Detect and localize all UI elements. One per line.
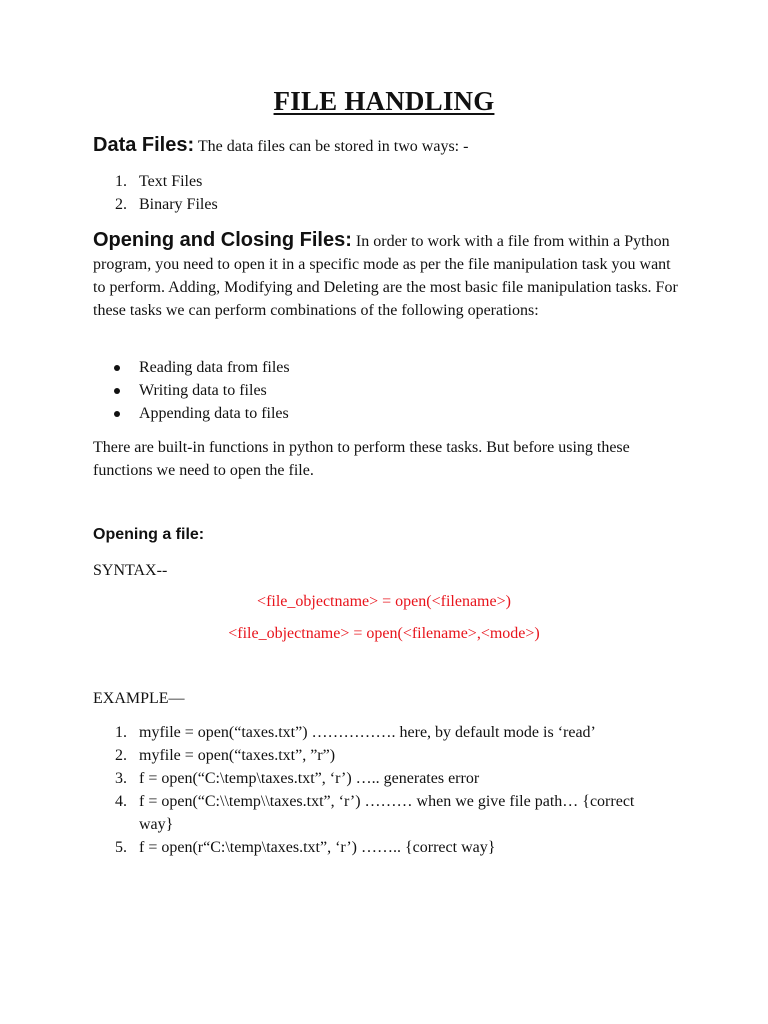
data-files-list xyxy=(93,170,693,216)
example-code-text: f = open(“C:\temp\taxes.txt”, ‘r’) ….. generates error xyxy=(139,770,480,787)
list-marker: 2. xyxy=(115,747,127,764)
list-marker: 1. xyxy=(115,173,127,190)
list-item xyxy=(93,836,693,859)
list-marker: 1. xyxy=(115,724,127,741)
opening-closing-heading: Opening and Closing Files: xyxy=(93,229,352,251)
syntax-line: <file_objectname> = open(<filename>,<mode>) xyxy=(228,625,540,642)
opening-closing-text: In order to work with a file from within a Python program, you need to open it in a specific mode as per the file manipulation task you want to perform. Adding, Modifying and Deleting are the most basic file manipulation tasks. For these tasks we can perform combinations of the following operations: xyxy=(93,233,678,319)
syntax-line: <file_objectname> = open(<filename>) xyxy=(257,593,511,610)
bullet-icon xyxy=(114,411,120,417)
list-item-text: Reading data from files xyxy=(139,359,290,376)
example-code-text: myfile = open(“taxes.txt”) ……………. here, by default mode is ‘read’ xyxy=(139,724,596,741)
data-files-paragraph xyxy=(93,134,683,158)
list-marker: 4. xyxy=(115,793,127,810)
bullet-icon xyxy=(114,365,120,371)
list-marker: 5. xyxy=(115,839,127,856)
example-code-text: myfile = open(“taxes.txt”, ”r”) xyxy=(139,747,336,764)
list-item xyxy=(93,356,693,379)
data-files-text: The data files can be stored in two ways: - xyxy=(197,138,469,155)
list-marker: 2. xyxy=(115,196,127,213)
list-marker: 3. xyxy=(115,770,127,787)
list-item xyxy=(93,402,693,425)
list-item xyxy=(93,170,693,193)
example-code-text: f = open(“C:\\temp\\taxes.txt”, ‘r’) ……… when we give file path… {correct way} xyxy=(139,793,635,833)
list-item xyxy=(93,790,659,836)
syntax-label: SYNTAX-- xyxy=(93,562,168,579)
list-item xyxy=(93,379,693,402)
list-item xyxy=(93,767,693,790)
page-title: FILE HANDLING xyxy=(273,86,495,116)
opening-closing-paragraph xyxy=(93,229,683,322)
list-item-text: Binary Files xyxy=(139,196,218,213)
list-item-text: Appending data to files xyxy=(139,405,289,422)
list-item xyxy=(93,193,693,216)
example-code-text: f = open(r“C:\temp\taxes.txt”, ‘r’) …….. {correct way} xyxy=(139,839,496,856)
opening-file-heading: Opening a file: xyxy=(93,526,205,543)
operations-bullet-list xyxy=(93,356,693,425)
data-files-heading: Data Files: xyxy=(93,134,195,156)
builtin-functions-paragraph: There are built-in functions in python to perform these tasks. But before using these functions we need to open the file. xyxy=(93,439,630,479)
list-item-text: Writing data to files xyxy=(139,382,267,399)
example-label: EXAMPLE— xyxy=(93,690,185,707)
bullet-icon xyxy=(114,388,120,394)
list-item xyxy=(93,721,693,744)
example-list xyxy=(93,721,693,859)
list-item-text: Text Files xyxy=(139,173,203,190)
list-item xyxy=(93,744,693,767)
